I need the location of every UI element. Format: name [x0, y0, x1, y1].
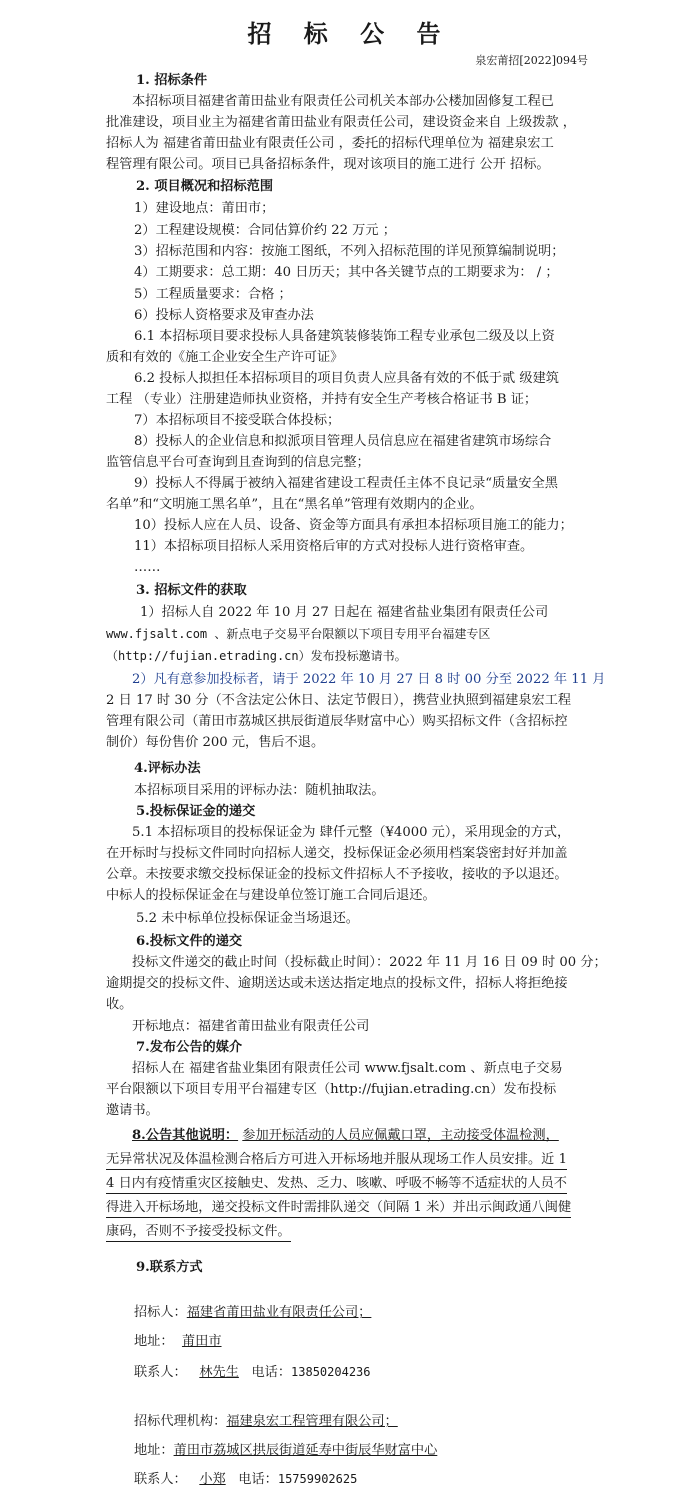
section-3-line: 2）凡有意参加投标者，请于 2022 年 10 月 27 日 8 时 00 分至 2022 年 11 月 [132, 672, 606, 687]
section-2-item: 5）工程质量要求：合格 ； [134, 287, 292, 302]
section-6-line: 开标地点：福建省莆田盐业有限责任公司 [132, 1019, 370, 1034]
section-8-line [106, 1197, 606, 1218]
section-1-line: 批准建设，项目业主为福建省莆田盐业有限责任公司，建设资金来自 上级拨款 ， [106, 115, 576, 130]
document-number: 泉宏莆招[2022]094号 [475, 54, 588, 67]
section-2-item: 8）投标人的企业信息和拟派项目管理人员信息应在福建省建筑市场综合 [134, 434, 552, 449]
section-8-line [106, 1149, 606, 1170]
agent-address: 莆田市荔城区拱辰街道延寿中街辰华财富中心 [173, 1443, 438, 1458]
section-6-heading: 6.投标文件的递交 [136, 934, 243, 949]
section-1-line: 程管理有限公司。项目已具备招标条件，现对该项目的施工进行 公开 招标。 [106, 157, 550, 172]
section-8-text: 参加开标活动的人员应佩戴口罩，主动接受体温检测， [242, 1128, 559, 1143]
address-label: 地址： [134, 1334, 174, 1349]
section-4-line: 本招标项目采用的评标办法：随机抽取法。 [134, 783, 385, 798]
section-2-item: 6）投标人资格要求及审查办法 [134, 308, 314, 323]
tenderer-address-row [134, 1331, 629, 1352]
section-3-line: www.fjsalt.com 、新点电子交易平台限额以下项目专用平台福建专区 [106, 627, 491, 641]
tenderer-address: 莆田市 [181, 1334, 222, 1349]
section-4-heading: 4.评标办法 [134, 761, 201, 776]
section-7-line: 招标人在 福建省盐业集团有限责任公司 www.fjsalt.com 、新点电子交易 [132, 1061, 563, 1076]
agent-row [134, 1411, 629, 1432]
page-title: 招 标 公 告 [247, 19, 453, 48]
section-2-item: 9）投标人不得属于被纳入福建省建设工程责任主体不良记录“质量安全黑 [134, 476, 558, 491]
section-2-item: 质和有效的《施工企业安全生产许可证》 [106, 350, 344, 365]
section-8-text: 得进入开标场地，递交投标文件时需排队递交（间隔 1 米）并出示闽政通八闽健 [106, 1199, 571, 1218]
section-2-item: 工程 （专业）注册建造师执业资格，并持有安全生产考核合格证书 B 证； [106, 392, 538, 407]
section-5-line: 公章。未按要求缴交投标保证金的投标文件招标人不予接收，接收的予以退还。 [106, 867, 568, 882]
section-2-item: 6.1 本招标项目要求投标人具备建筑装修装饰工程专业承包二级及以上资 [134, 329, 555, 344]
agent-phone: 15759902625 [277, 1472, 358, 1486]
section-9-heading: 9.联系方式 [136, 1260, 203, 1275]
agent-contact: 小郑 [199, 1472, 226, 1487]
section-8-text: 康码，否则不予接受投标文件。 [106, 1223, 291, 1242]
agent-contact-label: 联系人： [134, 1472, 187, 1487]
tenderer-phone: 13850204236 [291, 1365, 371, 1379]
tenderer-row [134, 1302, 629, 1323]
section-3-line: 1）招标人自 2022 年 10 月 27 日起在 福建省盐业集团有限责任公司 [140, 605, 549, 620]
section-1-line: 招标人为 福建省莆田盐业有限责任公司 ，委托的招标代理单位为 福建泉宏工 [106, 136, 554, 151]
section-8-line [106, 1221, 606, 1242]
agent-address-row [134, 1440, 629, 1461]
section-8-text: 4 日内有疫情重灾区接触史、发热、乏力、咳嗽、呼吸不畅等不适症状的人员不 [106, 1175, 567, 1194]
contact-label: 联系人： [134, 1365, 187, 1380]
section-2-item: 名单”和“文明施工黑名单”，且在“黑名单”管理有效期内的企业。 [106, 497, 483, 512]
section-5-heading: 5.投标保证金的递交 [136, 804, 256, 819]
section-8-text: 无异常状况及体温检测合格后方可进入开标场地并服从现场工作人员安排。近 1 [106, 1151, 567, 1170]
section-2-item: 监管信息平台可查询到且查询到的信息完整； [106, 455, 370, 470]
section-3-heading: 3. 招标文件的获取 [136, 583, 247, 598]
section-2-item: 7）本招标项目不接受联合体投标； [134, 413, 341, 428]
section-2-item: …… [134, 560, 161, 575]
section-5-line: 中标人的投标保证金在与建设单位签订施工合同后退还。 [106, 888, 436, 903]
section-5-line: 5.1 本招标项目的投标保证金为 肆仟元整（¥4000 元），采用现金的方式， [132, 825, 571, 840]
section-8-line [106, 1173, 606, 1194]
section-3-line: 制价）每份售价 200 元，售后不退。 [106, 735, 325, 750]
section-1-heading: 1. 招标条件 [136, 73, 208, 88]
section-6-line: 逾期提交的投标文件、逾期送达或未送达指定地点的投标文件，招标人将拒绝接 [106, 976, 568, 991]
section-2-item: 1）建设地点：莆田市； [134, 201, 275, 216]
agent-name: 福建泉宏工程管理有限公司； [226, 1414, 398, 1429]
section-8-line [132, 1125, 627, 1146]
section-2-item: 10）投标人应在人员、设备、资金等方面具有承担本招标项目施工的能力； [134, 518, 573, 533]
section-7-line: 平台限额以下项目专用平台福建专区（http://fujian.etrading.cn）发布投标 [106, 1082, 557, 1097]
section-7-line: 邀请书。 [106, 1103, 159, 1118]
section-6-line: 投标文件递交的截止时间（投标截止时间）：2022 年 11 月 16 日 09 时 00 分； [132, 955, 607, 970]
section-8-heading: 8.公告其他说明： [132, 1128, 239, 1143]
section-6-line: 收。 [106, 997, 133, 1012]
section-2-item: 3）招标范围和内容：按施工图纸，不列入招标范围的详见预算编制说明； [134, 244, 565, 259]
section-5-line: 5.2 未中标单位投标保证金当场退还。 [136, 911, 359, 926]
section-1-line: 本招标项目福建省莆田盐业有限责任公司机关本部办公楼加固修复工程已 [132, 94, 554, 109]
agent-address-label: 地址： [134, 1443, 174, 1458]
tenderer-label: 招标人： [134, 1305, 187, 1320]
section-2-heading: 2. 项目概况和招标范围 [136, 179, 274, 194]
agent-phone-label: 电话： [238, 1472, 278, 1487]
section-5-line: 在开标时与投标文件同时向招标人递交，投标保证金必须用档案袋密封好并加盖 [106, 846, 568, 861]
section-2-item: 11）本招标项目招标人采用资格后审的方式对投标人进行资格审查。 [134, 539, 534, 554]
section-3-line: 管理有限公司（莆田市荔城区拱辰街道辰华财富中心）购买招标文件（含招标控 [106, 714, 568, 729]
tenderer-contact: 林先生 [199, 1365, 239, 1380]
section-2-item: 2）工程建设规模：合同估算价约 22 万元 ； [134, 223, 396, 238]
section-3-line: 2 日 17 时 30 分（不含法定公休日、法定节假日），携营业执照到福建泉宏工程 [106, 693, 572, 708]
phone-label: 电话： [251, 1365, 292, 1380]
agent-contact-row [134, 1469, 629, 1490]
section-2-item: 4）工期要求：总工期：40 日历天；其中各关键节点的工期要求为： / ； [134, 265, 559, 280]
agent-label: 招标代理机构： [134, 1414, 227, 1429]
tenderer-name: 福建省莆田盐业有限责任公司； [186, 1305, 372, 1320]
section-3-line: （http://fujian.etrading.cn）发布投标邀请书。 [106, 649, 407, 663]
section-2-item: 6.2 投标人拟担任本招标项目的项目负责人应具备有效的不低于贰 级建筑 [134, 371, 559, 386]
section-7-heading: 7.发布公告的媒介 [136, 1040, 243, 1055]
tenderer-contact-row [134, 1362, 629, 1383]
